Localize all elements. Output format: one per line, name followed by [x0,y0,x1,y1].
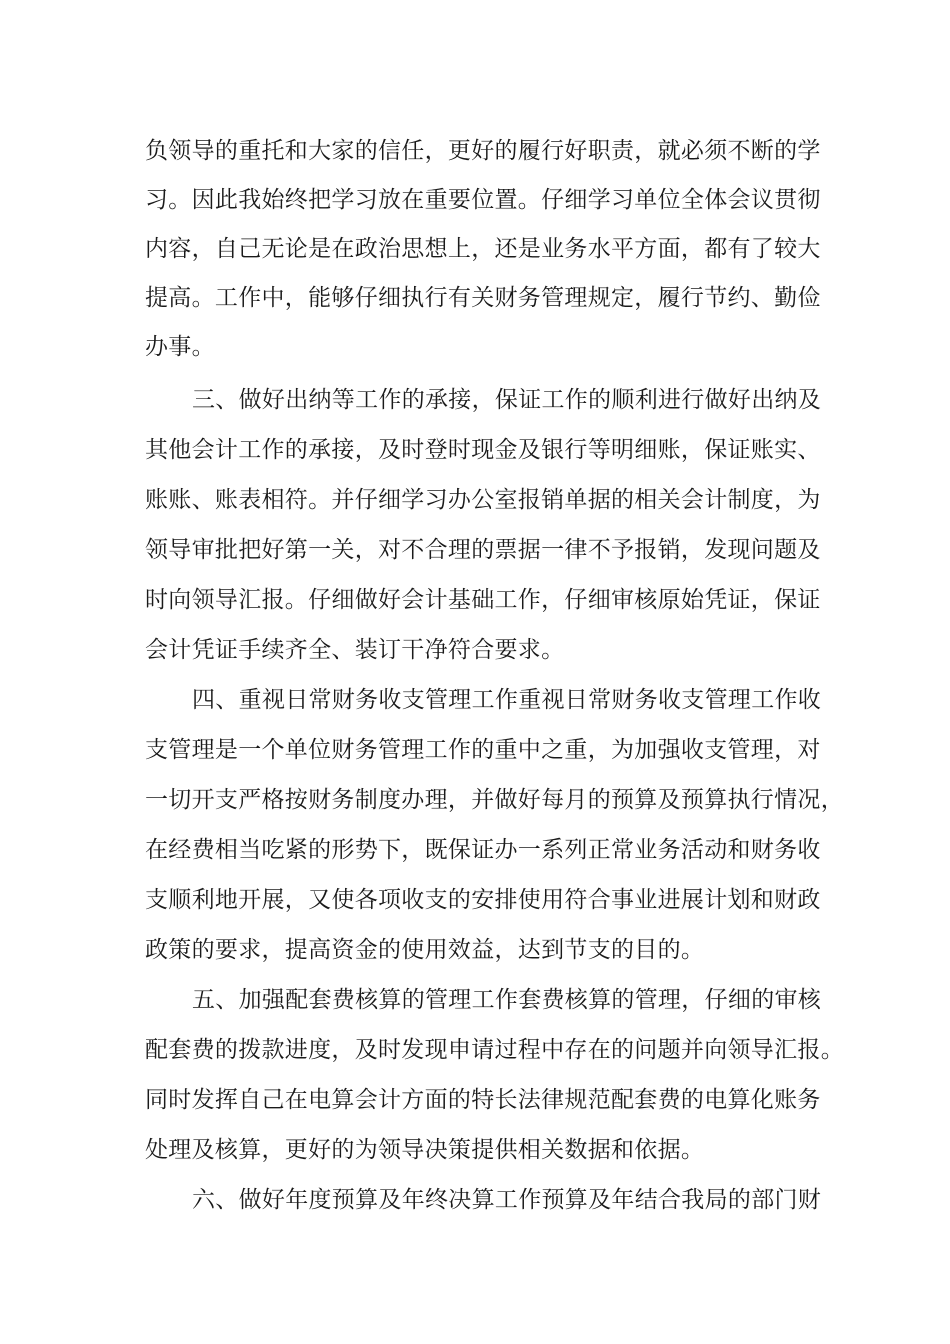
text-line: 时向领导汇报。仔细做好会计基础工作，仔细审核原始凭证，保证 [145,587,821,613]
text-line: 会计凭证手续齐全、装订干净符合要求。 [145,637,565,663]
text-line: 支顺利地开展，又使各项收支的安排使用符合事业进展计划和财政 [145,887,821,913]
text-line: 内容，自己无论是在政治思想上，还是业务水平方面，都有了较大 [145,236,821,262]
text-line: 习。因此我始终把学习放在重要位置。仔细学习单位全体会议贯彻 [145,187,821,213]
text-line: 其他会计工作的承接，及时登时现金及银行等明细账，保证账实、 [145,437,821,463]
text-line: 领导审批把好第一关，对不合理的票据一律不予报销，发现问题及 [145,537,821,563]
text-line: 账账、账表相符。并仔细学习办公室报销单据的相关会计制度，为 [145,487,821,513]
text-line: 处理及核算，更好的为领导决策提供相关数据和依据。 [145,1137,705,1163]
text-line: 同时发挥自己在电算会计方面的特长法律规范配套费的电算化账务 [145,1087,821,1113]
paragraph-heading-line: 五、加强配套费核算的管理工作套费核算的管理，仔细的审核 [192,987,822,1013]
text-line: 负领导的重托和大家的信任，更好的履行好职责，就必须不断的学 [145,138,821,164]
text-line: 在经费相当吃紧的形势下，既保证办一系列正常业务活动和财务收 [145,837,821,863]
paragraph-heading-line: 六、做好年度预算及年终决算工作预算及年结合我局的部门财 [192,1187,822,1213]
text-line: 一切开支严格按财务制度办理，并做好每月的预算及预算执行情况， [145,787,844,813]
text-line: 政策的要求，提高资金的使用效益，达到节支的目的。 [145,937,705,963]
text-line: 支管理是一个单位财务管理工作的重中之重，为加强收支管理，对 [145,737,821,763]
text-line: 办事。 [145,334,215,360]
text-line: 配套费的拨款进度，及时发现申请过程中存在的问题并向领导汇报。 [145,1037,844,1063]
paragraph-heading-line: 四、重视日常财务收支管理工作重视日常财务收支管理工作收 [192,687,822,713]
paragraph-heading-line: 三、做好出纳等工作的承接，保证工作的顺利进行做好出纳及 [192,387,822,413]
text-line: 提高。工作中，能够仔细执行有关财务管理规定，履行节约、勤俭 [145,285,821,311]
